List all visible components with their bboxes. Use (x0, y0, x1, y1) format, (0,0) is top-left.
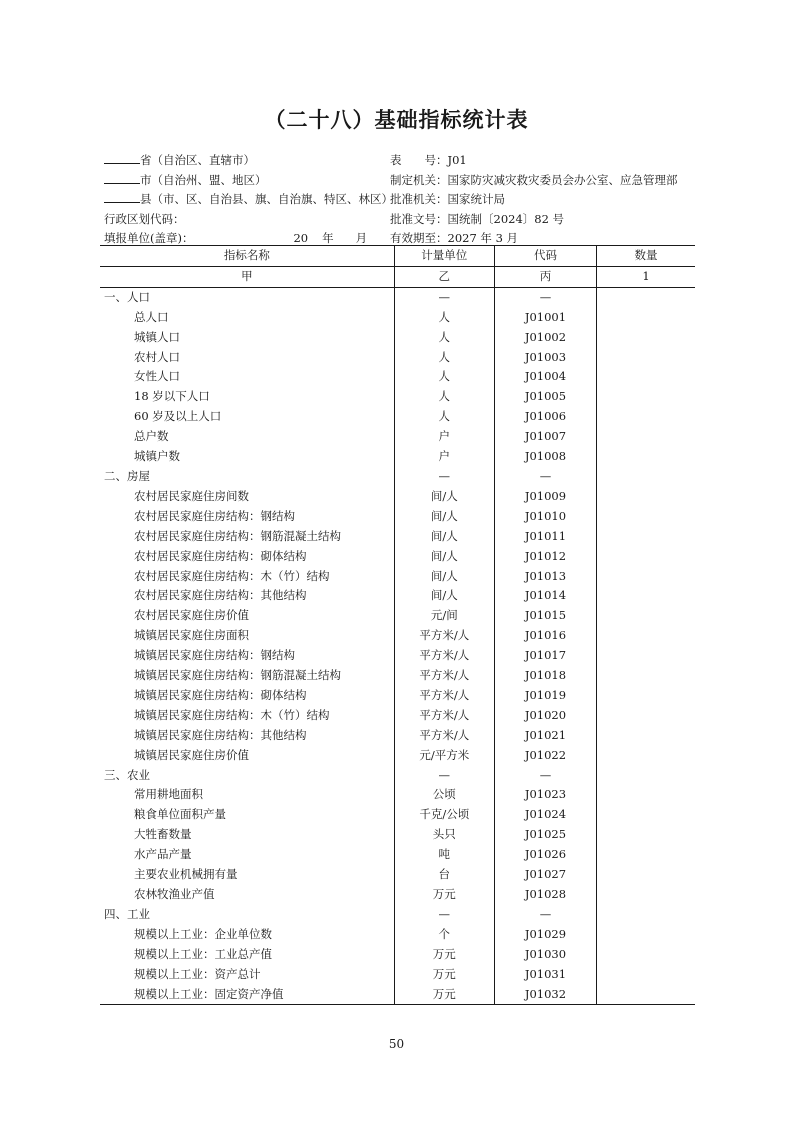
table-row (100, 746, 695, 766)
indicator-name: 城镇居民家庭住房结构：砌体结构 (134, 687, 307, 702)
code-cell: J01021 (494, 726, 596, 746)
qty-cell[interactable] (597, 527, 695, 547)
province-line (104, 151, 389, 171)
indicator-name: 城镇居民家庭住房价值 (134, 747, 249, 762)
column-code-row (100, 266, 695, 287)
header-unit: 计量单位 (394, 246, 494, 267)
qty-cell[interactable] (597, 427, 695, 447)
table-row (100, 945, 695, 965)
qty-cell[interactable] (597, 626, 695, 646)
qty-cell[interactable] (597, 287, 695, 307)
indicator-name: 主要农业机械拥有量 (134, 867, 238, 882)
unit-cell: — (394, 905, 494, 925)
code-cell: — (494, 467, 596, 487)
indicator-name: 18 岁以下人口 (134, 389, 210, 404)
table-row (100, 447, 695, 467)
code-cell: J01032 (494, 985, 596, 1005)
year-prefix: 20 (293, 231, 309, 245)
province-label: 省（自治区、直辖市） (140, 153, 255, 167)
code-qty: 1 (597, 266, 695, 287)
qty-cell[interactable] (597, 805, 695, 825)
code-cell: J01013 (494, 567, 596, 587)
code-cell: — (494, 766, 596, 786)
qty-cell[interactable] (597, 925, 695, 945)
table-row (100, 507, 695, 527)
unit-cell: 平方米/人 (394, 726, 494, 746)
qty-cell[interactable] (597, 407, 695, 427)
qty-cell[interactable] (597, 308, 695, 328)
indicator-name: 农村居民家庭住房结构：钢结构 (134, 508, 295, 523)
indicator-name: 水产品产量 (134, 847, 192, 862)
unit-cell: — (394, 766, 494, 786)
qty-cell[interactable] (597, 845, 695, 865)
code-cell: J01002 (494, 328, 596, 348)
county-line (104, 190, 393, 210)
indicator-name: 四、工业 (104, 906, 150, 921)
unit-cell: 人 (394, 328, 494, 348)
indicator-name: 二、房屋 (104, 468, 150, 483)
table-row (100, 467, 695, 487)
table-row (100, 646, 695, 666)
qty-cell[interactable] (597, 905, 695, 925)
approval-no: 批准文号：国统制〔2024〕82 号 (390, 211, 565, 226)
qty-cell[interactable] (597, 487, 695, 507)
indicator-name: 规模以上工业：固定资产净值 (100, 985, 394, 1005)
unit-cell: 户 (394, 427, 494, 447)
indicator-name: 城镇居民家庭住房面积 (134, 628, 249, 643)
qty-cell[interactable] (597, 746, 695, 766)
code-cell: J01006 (494, 407, 596, 427)
indicator-name: 农村居民家庭住房结构：钢筋混凝土结构 (134, 528, 341, 543)
code-cell: J01031 (494, 965, 596, 985)
table-row (100, 965, 695, 985)
indicator-name: 城镇居民家庭住房结构：其他结构 (134, 727, 307, 742)
table-row (100, 726, 695, 746)
qty-cell[interactable] (597, 367, 695, 387)
qty-cell[interactable] (597, 985, 695, 1005)
unit-cell: 万元 (394, 945, 494, 965)
unit-cell: 平方米/人 (394, 646, 494, 666)
table-row (100, 547, 695, 567)
indicator-name: 粮食单位面积产量 (134, 807, 226, 822)
table-row (100, 905, 695, 925)
qty-cell[interactable] (597, 646, 695, 666)
qty-cell[interactable] (597, 348, 695, 368)
table-row (100, 845, 695, 865)
code-cell: J01028 (494, 885, 596, 905)
unit-cell: — (394, 287, 494, 307)
code-cell: J01027 (494, 865, 596, 885)
code-cell: J01009 (494, 487, 596, 507)
code-cell: J01014 (494, 586, 596, 606)
header-name: 指标名称 (100, 246, 394, 267)
province-blank[interactable] (104, 151, 140, 164)
qty-cell[interactable] (597, 586, 695, 606)
unit-cell: 元/间 (394, 606, 494, 626)
code-cell: J01019 (494, 686, 596, 706)
unit-cell: — (394, 467, 494, 487)
table-row (100, 527, 695, 547)
qty-cell[interactable] (597, 328, 695, 348)
indicator-name: 农村居民家庭住房间数 (134, 488, 249, 503)
code-cell: J01011 (494, 527, 596, 547)
page-number: 50 (388, 1037, 405, 1051)
indicator-name: 总人口 (134, 309, 169, 324)
table-row (100, 925, 695, 945)
table-row (100, 308, 695, 328)
qty-cell[interactable] (597, 785, 695, 805)
unit-cell: 千克/公顷 (394, 805, 494, 825)
table-row (100, 487, 695, 507)
code-cell: J01018 (494, 666, 596, 686)
table-row (100, 606, 695, 626)
valid-until: 有效期至：2027 年 3 月 (390, 231, 519, 245)
code-cell: J01024 (494, 805, 596, 825)
indicator-table (100, 245, 695, 1005)
indicator-name: 大牲畜数量 (134, 827, 192, 842)
unit-cell: 元/平方米 (394, 746, 494, 766)
qty-cell[interactable] (597, 507, 695, 527)
unit-cell: 间/人 (394, 507, 494, 527)
code-cell: J01029 (494, 925, 596, 945)
unit-cell: 平方米/人 (394, 626, 494, 646)
year-label: 年 (322, 231, 334, 245)
unit-cell: 人 (394, 387, 494, 407)
indicator-name: 60 岁及以上人口 (134, 409, 222, 424)
page-title: （二十八）基础指标统计表 (264, 108, 529, 132)
code-cell: J01025 (494, 825, 596, 845)
table-header-row (100, 246, 695, 267)
code-code: 丙 (494, 266, 596, 287)
table-row (100, 865, 695, 885)
indicator-name: 常用耕地面积 (134, 787, 203, 802)
table-row (100, 586, 695, 606)
city-label: 市（自治州、盟、地区） (140, 172, 267, 187)
table-row (100, 626, 695, 646)
table-row (100, 567, 695, 587)
code-cell: J01026 (494, 845, 596, 865)
indicator-name: 农村居民家庭住房价值 (134, 608, 249, 623)
header-code: 代码 (494, 246, 596, 267)
code-cell: J01007 (494, 427, 596, 447)
indicator-name: 城镇居民家庭住房结构：钢结构 (134, 648, 295, 663)
table-row (100, 348, 695, 368)
qty-cell[interactable] (597, 865, 695, 885)
month-label: 月 (355, 231, 368, 245)
qty-cell[interactable] (597, 447, 695, 467)
qty-cell[interactable] (597, 885, 695, 905)
indicator-name: 规模以上工业：工业总产值 (134, 946, 272, 961)
code-cell: J01001 (494, 308, 596, 328)
table-row (100, 985, 695, 1005)
code-cell: J01005 (494, 387, 596, 407)
unit-cell: 个 (394, 925, 494, 945)
code-unit: 乙 (394, 266, 494, 287)
code-name: 甲 (100, 266, 394, 287)
unit-cell: 万元 (394, 985, 494, 1005)
unit-cell: 万元 (394, 965, 494, 985)
county-blank[interactable] (104, 190, 140, 203)
table-row (100, 287, 695, 307)
code-cell: J01004 (494, 367, 596, 387)
code-cell: J01020 (494, 706, 596, 726)
indicator-name: 一、人口 (104, 289, 150, 304)
qty-cell[interactable] (597, 766, 695, 786)
table-row (100, 387, 695, 407)
qty-cell[interactable] (597, 387, 695, 407)
unit-cell: 人 (394, 407, 494, 427)
table-row (100, 706, 695, 726)
unit-cell: 间/人 (394, 527, 494, 547)
indicator-name: 农林牧渔业产值 (134, 887, 215, 901)
city-line (104, 171, 389, 191)
made-by: 制定机关：国家防灾减灾救灾委员会办公室、应急管理部 (390, 172, 678, 187)
indicator-name: 农村居民家庭住房结构：其他结构 (134, 588, 307, 603)
code-cell: J01012 (494, 547, 596, 567)
code-cell: J01023 (494, 785, 596, 805)
indicator-name: 城镇户数 (134, 449, 180, 464)
qty-cell[interactable] (597, 547, 695, 567)
qty-cell[interactable] (597, 666, 695, 686)
code-cell: — (494, 905, 596, 925)
qty-cell[interactable] (597, 606, 695, 626)
unit-cell: 台 (394, 865, 494, 885)
unit-cell: 人 (394, 348, 494, 368)
unit-cell: 户 (394, 447, 494, 467)
indicator-name: 规模以上工业：资产总计 (134, 966, 261, 981)
code-cell: J01008 (494, 447, 596, 467)
qty-cell[interactable] (597, 825, 695, 845)
table-row (100, 686, 695, 706)
table-row (100, 805, 695, 825)
table-body (100, 266, 695, 1005)
unit-cell: 人 (394, 367, 494, 387)
table-row (100, 766, 695, 786)
qty-cell[interactable] (597, 567, 695, 587)
table-no: 表 号：J01 (390, 153, 467, 167)
indicator-name: 总户数 (134, 429, 169, 444)
qty-cell[interactable] (597, 726, 695, 746)
table-row (100, 666, 695, 686)
admin-code-label: 行政区划代码： (104, 211, 185, 226)
unit-cell: 人 (394, 308, 494, 328)
code-cell: J01030 (494, 945, 596, 965)
code-cell: J01003 (494, 348, 596, 368)
approved-by: 批准机关：国家统计局 (390, 192, 505, 206)
qty-cell[interactable] (597, 686, 695, 706)
indicator-name: 女性人口 (134, 369, 180, 384)
unit-cell: 吨 (394, 845, 494, 865)
code-cell: J01017 (494, 646, 596, 666)
fill-unit-label: 填报单位(盖章)： (104, 231, 194, 245)
table-row (100, 328, 695, 348)
table-row (100, 785, 695, 805)
unit-cell: 公顷 (394, 785, 494, 805)
unit-cell: 间/人 (394, 586, 494, 606)
table-row (100, 427, 695, 447)
table-row (100, 367, 695, 387)
unit-cell: 头只 (394, 825, 494, 845)
code-cell: J01015 (494, 606, 596, 626)
meta-right (390, 151, 700, 249)
indicator-name: 农村人口 (134, 349, 180, 364)
code-cell: J01010 (494, 507, 596, 527)
qty-cell[interactable] (597, 965, 695, 985)
admin-code-line (104, 210, 389, 230)
county-label: 县（市、区、自治县、旗、自治旗、特区、林区） (140, 192, 393, 206)
qty-cell[interactable] (597, 945, 695, 965)
meta-left (104, 151, 393, 249)
indicator-name: 农村居民家庭住房结构：砌体结构 (134, 548, 307, 563)
unit-cell: 万元 (394, 885, 494, 905)
code-cell: — (494, 287, 596, 307)
unit-cell: 间/人 (394, 567, 494, 587)
unit-cell: 间/人 (394, 547, 494, 567)
table-row (100, 407, 695, 427)
indicator-name: 城镇居民家庭住房结构：钢筋混凝土结构 (134, 668, 341, 683)
unit-cell: 平方米/人 (394, 686, 494, 706)
qty-cell[interactable] (597, 706, 695, 726)
header-qty: 数量 (597, 246, 695, 267)
unit-cell: 间/人 (394, 487, 494, 507)
indicator-name: 城镇人口 (134, 329, 180, 344)
table-row (100, 885, 695, 905)
qty-cell[interactable] (597, 467, 695, 487)
code-cell: J01022 (494, 746, 596, 766)
unit-cell: 平方米/人 (394, 666, 494, 686)
unit-cell: 平方米/人 (394, 706, 494, 726)
indicator-name: 规模以上工业：企业单位数 (134, 926, 272, 941)
table-row (100, 825, 695, 845)
indicator-name: 农村居民家庭住房结构：木（竹）结构 (134, 568, 330, 583)
indicator-name: 三、农业 (104, 767, 150, 782)
city-blank[interactable] (104, 171, 140, 184)
code-cell: J01016 (494, 626, 596, 646)
indicator-name: 城镇居民家庭住房结构：木（竹）结构 (134, 707, 330, 722)
